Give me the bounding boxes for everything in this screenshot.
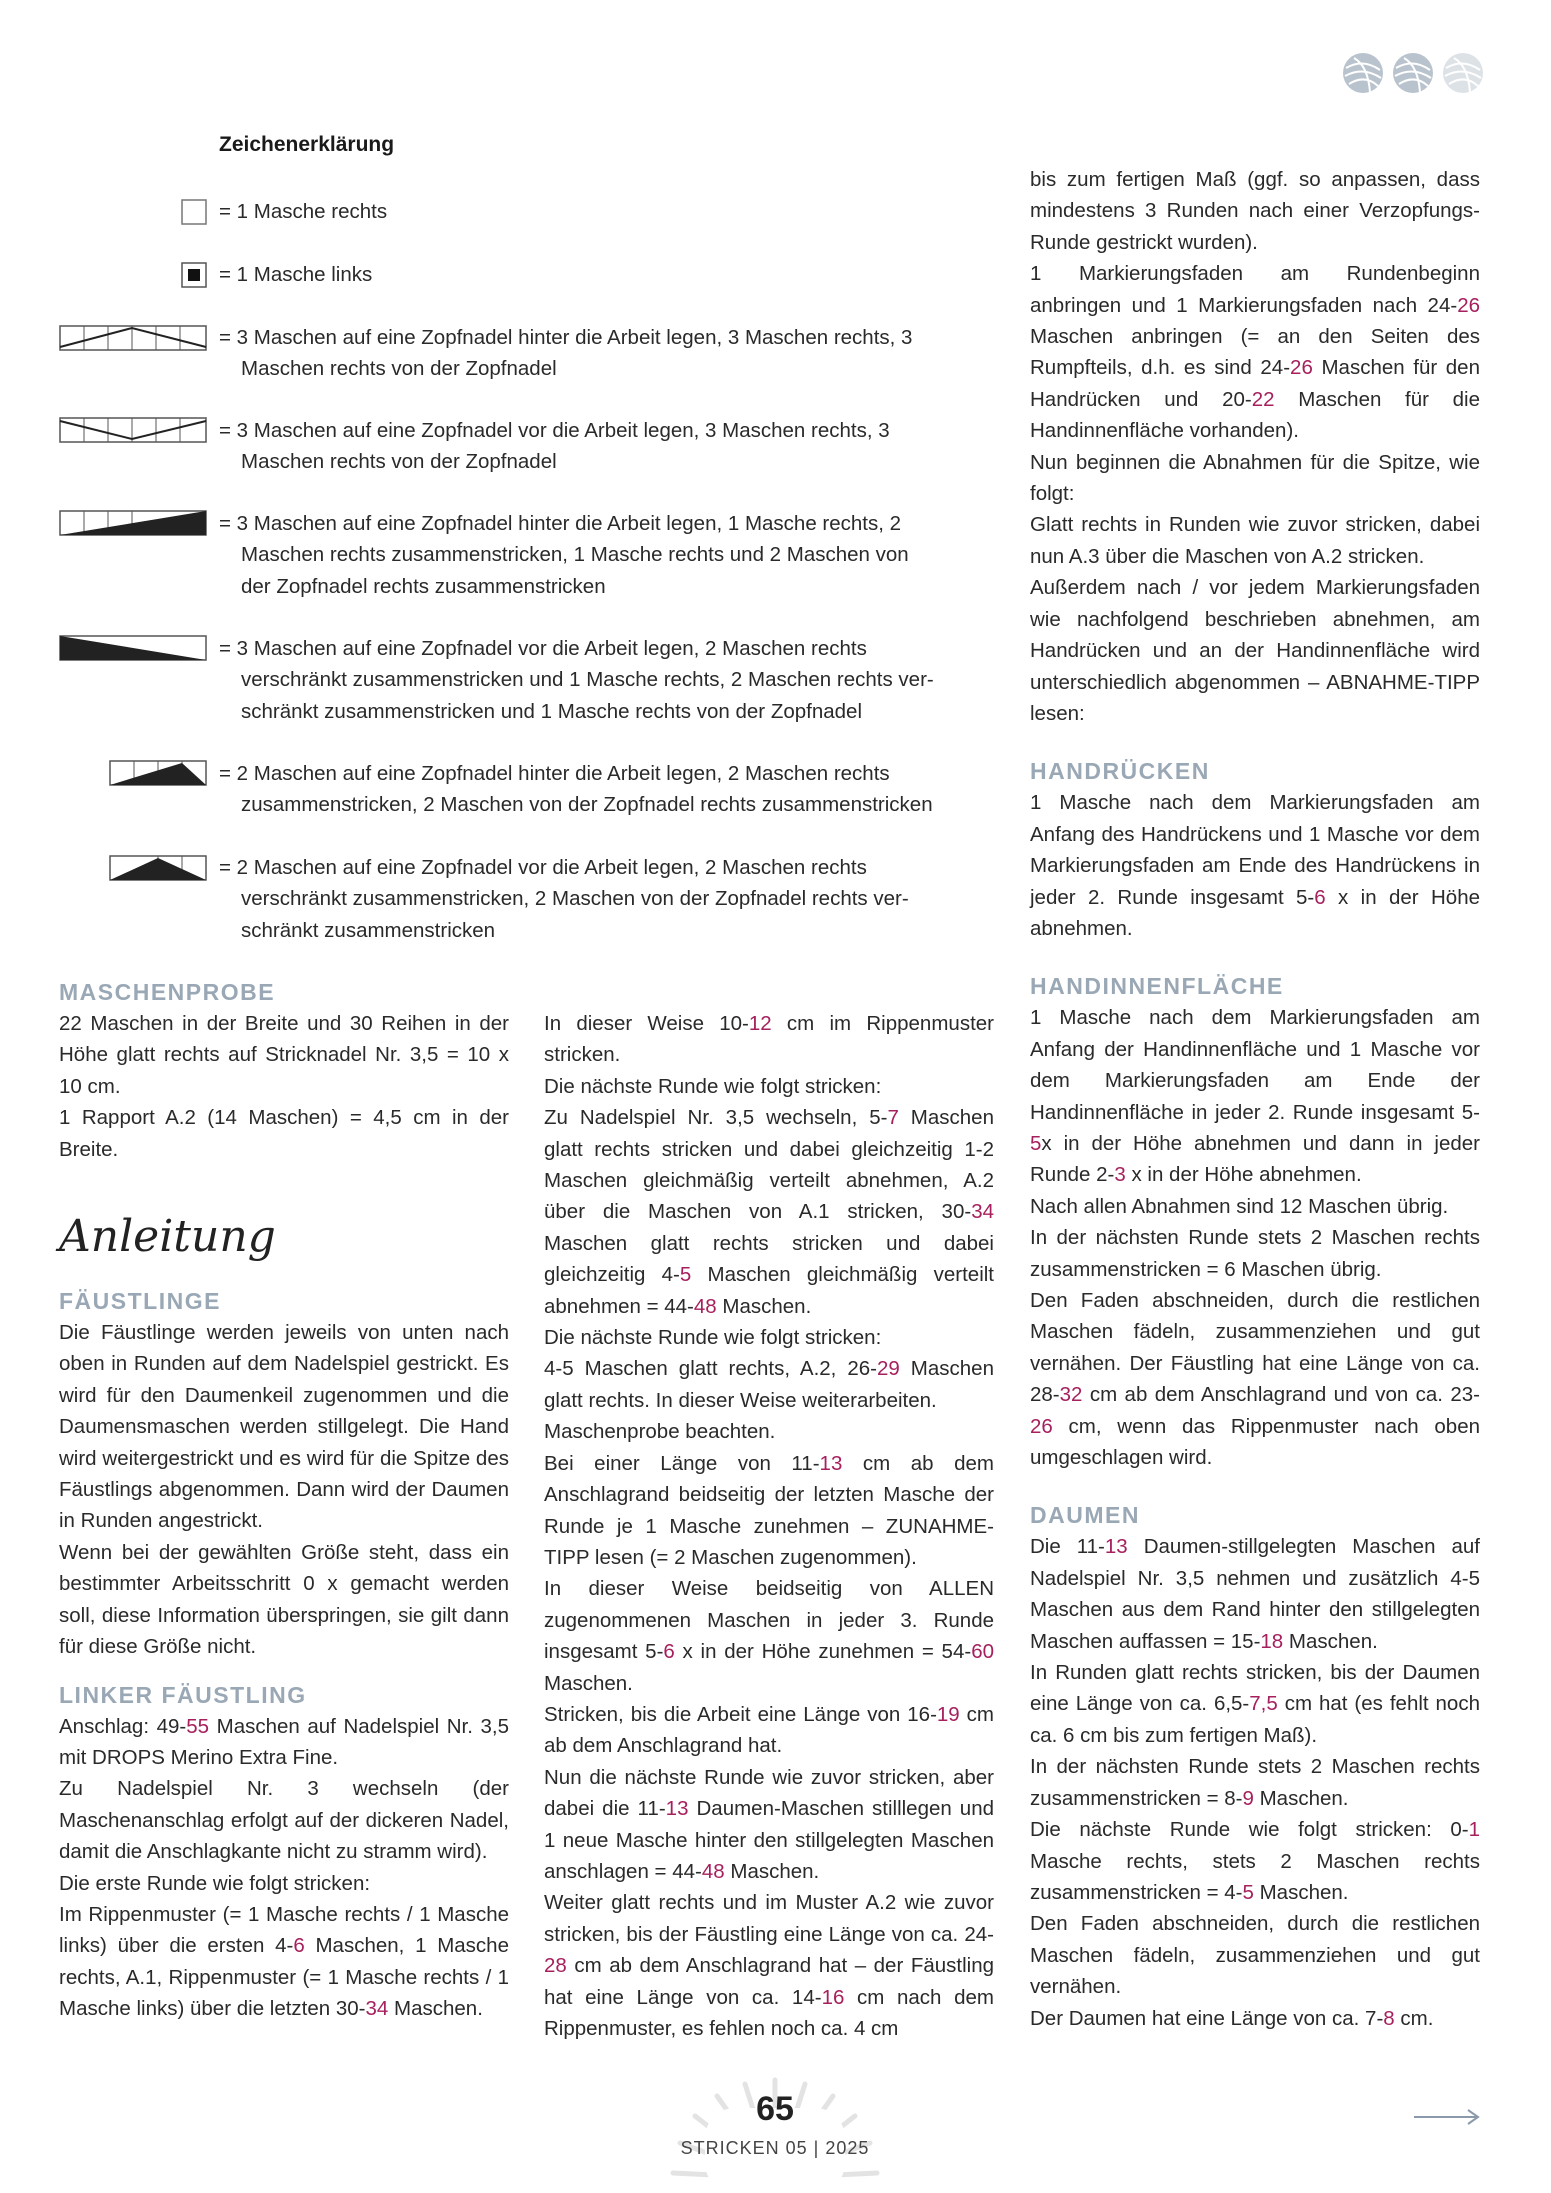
nadelspiel-text: Zu Nadelspiel Nr. 3 wechseln (der Maschenanschlag erfolgt auf der dickeren Nadel, damit die Anschlagkante nicht zu stramm wird). (59, 1777, 509, 1864)
text-block: Zu Nadelspiel Nr. 3,5 wechseln, 5-7 Maschen glatt rechts stricken und dabei gleichzeitig 1-2 Maschen gleichmäßig verteilt abnehmen, A.2 über die Maschen von A.1 stricken, 30-34 Maschen glatt rechts stricken und dabei gleichzeitig 4-5 Maschen gleichmäßig verteilt abnehmen = 44-48 Maschen. (544, 1106, 995, 1318)
legend-line: schränkt zusammenstricken (241, 918, 496, 942)
text-block: In dieser Weise beidseitig von ALLEN zugenommenen Maschen in jeder 3. Runde insgesamt 5-6 x in der Höhe zunehmen = 54-60 Maschen. (544, 1577, 994, 1695)
column-2 (544, 1008, 994, 2044)
legend-line: Maschen rechts zusammenstricken, 1 Masche rechts und 2 Maschen von (241, 543, 909, 567)
legend-line: = 2 Maschen auf eine Zopfnadel hinter die Arbeit legen, 2 Maschen rechts (219, 762, 890, 785)
faeustlinge-paragraph-1: Die Fäustlinge werden jeweils von unten nach oben in Runden auf dem Nadelspiel gestrickt. Es wird für den Daumenkeil zugenommen und die Daumensmaschen werden stillgelegt. Die Hand wird weitergestrickt und es wird für die Spitze des Fäustlings abgenommen. Dann wird der Daumen in Runden angestrickt. (59, 1321, 509, 1533)
text-block: Maschenprobe beachten. (544, 1420, 776, 1444)
legend-line: verschränkt zusammenstricken und 1 Masche rechts, 2 Maschen rechts ver- (241, 668, 934, 692)
legend-line: = 3 Maschen auf eine Zopfnadel vor die Arbeit legen, 2 Maschen rechts (219, 637, 867, 660)
text-block: Die nächste Runde wie folgt stricken: (544, 1326, 882, 1350)
rippenmuster-text: Im Rippenmuster (= 1 Masche rechts / 1 Masche links) über die ersten 4-6 Maschen, 1 Masche rechts, A.1, Rippenmuster (= 1 Masche rechts / 1 Masche links) über die letzten 30-34 Maschen. (59, 1902, 509, 2021)
yarn-ball-icon (1393, 53, 1433, 93)
legend-line: = 1 Masche links (219, 263, 373, 286)
knit-stitch-symbol (181, 199, 207, 225)
text-block: Nun beginnen die Abnahmen für die Spitze, wie folgt: (1030, 450, 1480, 506)
legend-line: = 3 Maschen auf eine Zopfnadel hinter die Arbeit legen, 3 Maschen rechts, 3 (219, 326, 913, 349)
decrease-back-2-symbol (109, 760, 207, 786)
sunburst-decoration (655, 2068, 895, 2193)
text-block: Die nächste Runde wie folgt stricken: 0-1 Masche rechts, stets 2 Maschen rechts zusammenstricken = 4-5 Maschen. (1030, 1818, 1480, 1904)
purl-stitch-symbol (181, 262, 207, 288)
text-block: Nun die nächste Runde wie zuvor stricken, aber dabei die 11-13 Daumen-Maschen stilllegen und 1 neue Masche hinter den stillgelegten Maschen anschlagen = 44-48 Maschen. (544, 1765, 995, 1883)
text-block: 4-5 Maschen glatt rechts, A.2, 26-29 Maschen glatt rechts. In dieser Weise weiterarbeiten. (544, 1357, 994, 1412)
text-block: In der nächsten Runde stets 2 Maschen rechts zusammenstricken = 6 Maschen übrig. (1030, 1226, 1480, 1281)
daumen-heading: DAUMEN (1030, 1502, 1140, 1529)
text-block: Die 11-13 Daumen-stillgelegten Maschen auf Nadelspiel Nr. 3,5 nehmen und zusätzlich 4-5 Maschen aus dem Rand hinter den stillgelegten Maschen auffassen = 15-18 Maschen. (1030, 1535, 1480, 1653)
text-block: Nach allen Abnahmen sind 12 Maschen übrig. (1030, 1194, 1449, 1218)
legend-entry-knit (219, 196, 387, 227)
legend-line: verschränkt zusammenstricken, 2 Maschen von der Zopfnadel rechts ver- (241, 887, 909, 911)
text-block: Außerdem nach / vor jedem Markierungsfaden wie nachfolgend beschrieben abnehmen, am Handrücken und an der Handinnenfläche wird unterschiedlich abgenommen – ABNAHME-TIPP lesen: (1030, 576, 1480, 725)
text-block: Den Faden abschneiden, durch die restlichen Maschen fädeln, zusammenziehen und gut vernähen. Der Fäustling hat eine Länge von ca. 28-32 cm ab dem Anschlagrand und von ca. 23-26 cm, wenn das Rippenmuster nach oben umgeschlagen wird. (1030, 1289, 1480, 1470)
text-block: In der nächsten Runde stets 2 Maschen rechts zusammenstricken = 8-9 Maschen. (1030, 1755, 1480, 1810)
text-block: 1 Masche nach dem Markierungsfaden am Anfang der Handinnenfläche und 1 Masche vor dem Markierungsfaden am Ende der Handinnenfläche in jeder 2. Runde insgesamt 5-5x in der Höhe abnehmen und dann in jeder Runde 2-3 x in der Höhe abnehmen. (1030, 1006, 1480, 1187)
text-block: Weiter glatt rechts und im Muster A.2 wie zuvor stricken, bis der Fäustling eine Länge von ca. 24-28 cm ab dem Anschlagrand hat – der Fäustling hat eine Länge von ca. 14-16 cm nach dem Rippenmuster, es fehlen noch ca. 4 cm (544, 1891, 994, 2040)
anschlag-text: Anschlag: 49-55 Maschen auf Nadelspiel Nr. 3,5 mit DROPS Merino Extra Fine. (59, 1714, 509, 1769)
decrease-front-2-symbol (109, 855, 207, 881)
linker-faeustling-heading: LINKER FÄUSTLING (59, 1681, 307, 1708)
text-block: In Runden glatt rechts stricken, bis der Daumen eine Länge von ca. 6,5-7,5 cm hat (es fehlt noch ca. 6 cm bis zum fertigen Maß). (1030, 1661, 1480, 1747)
maschenprobe-heading: MASCHENPROBE (59, 979, 276, 1005)
faeustlinge-paragraph-2: Wenn bei der gewählten Größe steht, dass ein bestimmter Arbeitsschritt 0 x gemacht werden soll, diese Information überspringen, sie gilt dann für diese Größe nicht. (59, 1540, 509, 1659)
rapport-text: 1 Rapport A.2 (14 Maschen) = 4,5 cm in der Breite. (59, 1106, 509, 1161)
legend-line: = 3 Maschen auf eine Zopfnadel vor die Arbeit legen, 3 Maschen rechts, 3 (219, 419, 890, 442)
handinnenflaeche-heading: HANDINNENFLÄCHE (1030, 973, 1284, 1000)
legend-title: Zeichenerklärung (219, 133, 395, 156)
maschenprobe-text: 22 Maschen in der Breite und 30 Reihen in der Höhe glatt rechts auf Stricknadel Nr. 3,5 = 10 x 10 cm. (59, 1012, 509, 1098)
legend-line: = 2 Maschen auf eine Zopfnadel vor die Arbeit legen, 2 Maschen rechts (219, 856, 867, 879)
legend-line: Maschen rechts von der Zopfnadel (241, 450, 557, 474)
legend-entry-dec-front-3 (219, 633, 934, 727)
cable-back-3-3-symbol (59, 325, 207, 351)
arrow-right-icon[interactable] (1412, 2105, 1482, 2129)
legend-line: zusammenstricken, 2 Maschen von der Zopfnadel rechts zusammenstricken (241, 793, 933, 817)
decrease-front-3-symbol (59, 635, 207, 661)
cable-front-3-3-symbol (59, 417, 207, 443)
page-number: 65 (756, 2090, 794, 2128)
magazine-issue: STRICKEN 05 | 2025 (680, 2138, 870, 2158)
legend-line: Maschen rechts von der Zopfnadel (241, 357, 557, 381)
legend-entry-purl (219, 259, 372, 290)
text-block: Bei einer Länge von 11-13 cm ab dem Anschlagrand beidseitig der letzten Masche der Runde je 1 Masche zunehmen – ZUNAHME-TIPP lesen (= 2 Maschen zugenommen). (544, 1451, 994, 1569)
legend-entry-dec-back-3 (219, 508, 909, 602)
legend-line: = 3 Maschen auf eine Zopfnadel hinter die Arbeit legen, 1 Masche rechts, 2 (219, 512, 902, 535)
text-block: Der Daumen hat eine Länge von ca. 7-8 cm. (1030, 2006, 1434, 2030)
handruecken-heading: HANDRÜCKEN (1030, 758, 1210, 785)
yarn-ball-icon (1343, 53, 1383, 93)
erste-runde-text: Die erste Runde wie folgt stricken: (59, 1871, 371, 1895)
text-block: Den Faden abschneiden, durch die restlichen Maschen fädeln, zusammenziehen und gut vernähen. (1030, 1912, 1480, 1999)
text-block: Die nächste Runde wie folgt stricken: (544, 1074, 882, 1098)
legend-entry-cable-front (219, 415, 890, 478)
anleitung-heading: Anleitung (59, 1211, 276, 1263)
decrease-back-3-symbol (59, 510, 207, 536)
legend-entry-dec-back-2 (219, 758, 933, 821)
legend-line: der Zopfnadel rechts zusammenstricken (241, 574, 606, 598)
faeustlinge-heading: FÄUSTLINGE (59, 1288, 221, 1315)
legend-line: = 1 Masche rechts (219, 200, 388, 223)
legend-entry-dec-front-2 (219, 852, 909, 946)
yarn-balls (1340, 48, 1490, 98)
yarn-ball-icon (1443, 53, 1483, 93)
text-block: 1 Masche nach dem Markierungsfaden am Anfang des Handrückens und 1 Masche vor dem Markierungsfaden am Ende des Handrückens in jeder 2. Runde insgesamt 5-6 x in der Höhe abnehmen. (1030, 791, 1480, 940)
text-block: 1 Markierungsfaden am Rundenbeginn anbringen und 1 Markierungsfaden nach 24-26 Maschen anbringen (= an den Seiten des Rumpfteils, d.h. es sind 24-26 Maschen für den Handrücken und 20-22 Maschen für die Handinnenfläche vorhanden). (1030, 262, 1480, 443)
column-3 (1030, 164, 1480, 2034)
column-1 (59, 976, 509, 2025)
text-block: Stricken, bis die Arbeit eine Länge von 16-19 cm ab dem Anschlagrand hat. (544, 1702, 994, 1758)
legend-line: schränkt zusammenstricken und 1 Masche rechts von der Zopfnadel (241, 699, 862, 723)
text-block: Glatt rechts in Runden wie zuvor stricken, dabei nun A.3 über die Maschen von A.2 stricken. (1030, 513, 1480, 568)
text-block: In dieser Weise 10-12 cm im Rippenmuster stricken. (544, 1012, 994, 1067)
legend-entry-cable-back (219, 322, 912, 385)
text-block: bis zum fertigen Maß (ggf. so anpassen, dass mindestens 3 Runden nach einer Verzopfungs-Runde gestrickt wurden). (1030, 168, 1480, 254)
